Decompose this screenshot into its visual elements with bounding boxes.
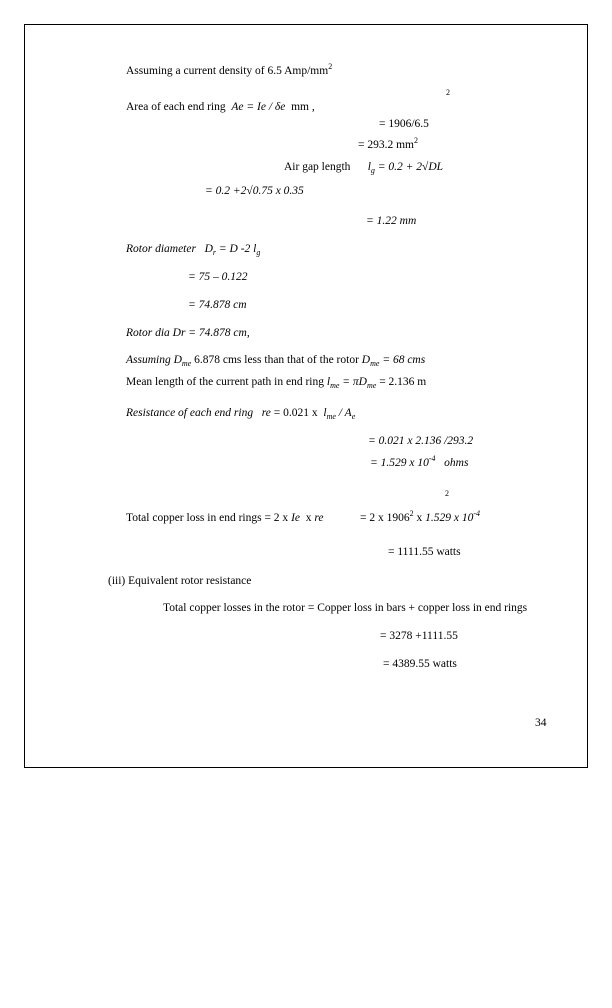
air-gap-step-2: = 1.22 mm [366, 215, 417, 227]
rotor-step-1: = 75 – 0.122 [188, 271, 248, 283]
copper-end-result: = 1111.55 watts [388, 546, 461, 558]
area-step-1: = 1906/6.5 [379, 118, 429, 130]
page-border [24, 24, 588, 768]
total-losses-step-2: = 4389.55 watts [383, 658, 457, 670]
rotor-diameter-line: Rotor diameter $D_r = D$ -2 $l_g$ [126, 243, 261, 257]
area-step-2: = 293.2 $mm^2$ [358, 136, 419, 151]
copper-exponent-mark: 2 [445, 489, 449, 498]
total-losses-step-1: = 3278 +1111.55 [380, 630, 458, 642]
area-exponent-mark: 2 [446, 88, 450, 97]
copper-end-rhs: = 2 x 1906$^2$ x 1.529 x $10^{-4}$ [360, 509, 481, 524]
rotor-step-2: = 74.878 cm [188, 299, 247, 311]
resistance-step-1: = 0.021 x 2.136 /293.2 [368, 435, 474, 447]
current-density-line: Assuming a current density of 6.5 Amp/$mm^2$ [126, 62, 333, 77]
air-gap-step-1: = 0.2 +2√0.75 x 0.35 [205, 185, 304, 197]
resistance-line: Resistance of each end ring re = 0.021 x $l_{me} / A_e$ [126, 407, 356, 421]
mean-length-line: Mean length of the current path in end ring $l_{me} = \pi D_{me} = 2.136$ m [126, 376, 427, 390]
air-gap-line: Air gap length $l_g = 0.2 + 2√DL$ [284, 161, 444, 175]
section-iii-heading: (iii) Equivalent rotor resistance [108, 575, 252, 587]
assume-dme-line: Assuming $D_{me}$ 6.878 cms less than that of the rotor $D_{me} = 68$ cms [126, 354, 426, 368]
copper-end-line: Total copper loss in end rings = 2 x Ie x re [126, 512, 324, 524]
total-losses-line: Total copper losses in the rotor = Copper loss in bars + copper loss in end rings [163, 602, 528, 614]
rotor-dia-summary: Rotor dia Dr = 74.878 cm, [126, 327, 250, 339]
page-number: 34 [535, 717, 547, 729]
resistance-step-2: = 1.529 x $10^{-4}$ ohms [370, 454, 469, 469]
area-ring-line: Area of each end ring Ae = Ie / δe mm , [126, 101, 315, 113]
